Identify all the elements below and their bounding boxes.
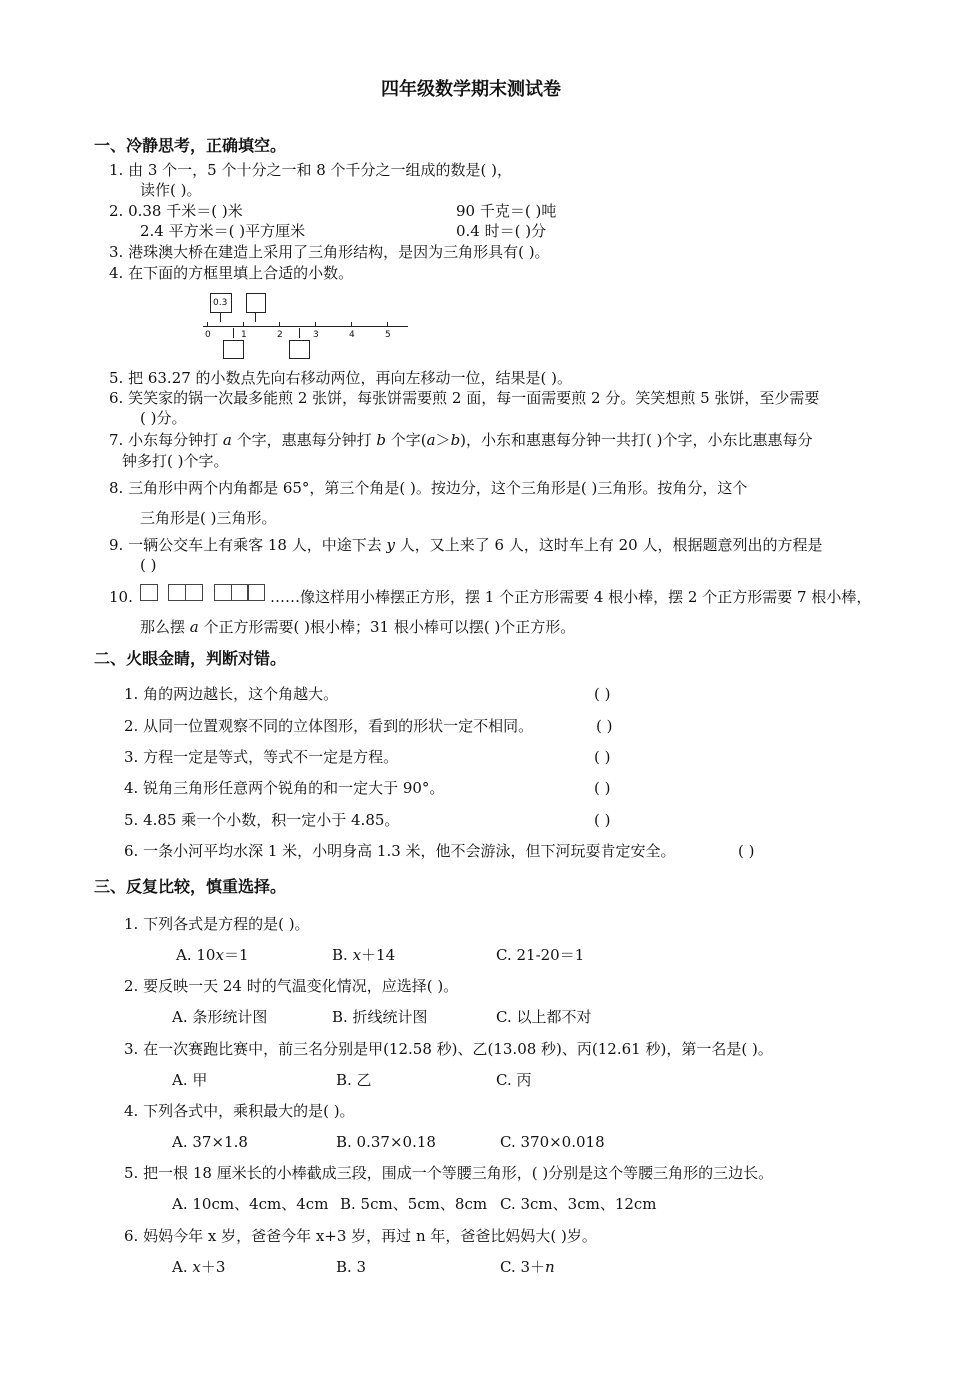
q1-line-2: 读作( )。 bbox=[140, 181, 202, 199]
q8-line-1: 8. 三角形中两个内角都是 65°，第三个角是( )。按边分，这个三角形是( )三角形。按角分，这个 bbox=[109, 479, 748, 497]
page-title: 四年级数学期末测试卷 bbox=[381, 79, 561, 100]
choice-3-option-b[interactable]: B. 乙 bbox=[336, 1071, 372, 1089]
q8-line-2: 三角形是( )三角形。 bbox=[140, 509, 277, 527]
choice-1-option-c[interactable]: C. 21-20＝1 bbox=[496, 946, 585, 964]
choice-1-option-b[interactable]: B. x＋14 bbox=[332, 946, 396, 964]
choice-6-option-c[interactable]: C. 3＋n bbox=[500, 1258, 555, 1276]
judge-item-1: 1. 角的两边越长，这个角越大。 bbox=[124, 685, 339, 703]
section-3-heading: 三、反复比较，慎重选择。 bbox=[94, 877, 287, 896]
choice-question-3: 3. 在一次赛跑比赛中，前三名分别是甲(12.58 秒)、乙(13.08 秒)、丙(12.61 秒)，第一名是( )。 bbox=[124, 1040, 773, 1058]
number-line-label: 5 bbox=[385, 330, 391, 340]
number-line-label: 4 bbox=[349, 330, 355, 340]
q4-text: 4. 在下面的方框里填上合适的小数。 bbox=[109, 264, 354, 282]
choice-3-option-a[interactable]: A. 甲 bbox=[172, 1071, 208, 1089]
answer-box-top[interactable] bbox=[246, 293, 266, 313]
q10-line-2: 那么摆 a 个正方形需要( )根小棒；31 根小棒可以摆( )个正方形。 bbox=[140, 618, 576, 636]
judge-paren-1[interactable]: ( ) bbox=[594, 685, 611, 703]
choice-5-option-b[interactable]: B. 5cm、5cm、8cm bbox=[340, 1195, 488, 1213]
choice-5-option-a[interactable]: A. 10cm、4cm、4cm bbox=[172, 1195, 329, 1213]
number-line-label: 3 bbox=[313, 330, 319, 340]
number-line-figure bbox=[195, 288, 415, 360]
q1-line-1: 1. 由 3 个一，5 个十分之一和 8 个千分之一组成的数是( )， bbox=[109, 161, 513, 179]
choice-question-4: 4. 下列各式中，乘积最大的是( )。 bbox=[124, 1102, 355, 1120]
choice-1-option-a[interactable]: A. 10x＝1 bbox=[176, 946, 249, 964]
answer-box-bottom-2[interactable] bbox=[289, 340, 310, 359]
choice-6-option-a[interactable]: A. x＋3 bbox=[172, 1258, 226, 1276]
choice-question-6: 6. 妈妈今年 x 岁，爸爸今年 x+3 岁，再过 n 年，爸爸比妈妈大( )岁。 bbox=[124, 1227, 597, 1245]
q9-line-1: 9. 一辆公交车上有乘客 18 人，中途下去 y 人，又上来了 6 人，这时车上有 20 人，根据题意列出的方程是 bbox=[109, 536, 823, 554]
choice-5-option-c[interactable]: C. 3cm、3cm、12cm bbox=[500, 1195, 657, 1213]
q5-text: 5. 把 63.27 的小数点先向右移动两位，再向左移动一位，结果是( )。 bbox=[109, 369, 573, 387]
choice-4-option-b[interactable]: B. 0.37×0.18 bbox=[336, 1133, 436, 1151]
q3-text: 3. 港珠澳大桥在建造上采用了三角形结构，是因为三角形具有( )。 bbox=[109, 243, 550, 261]
stick-squares-figure bbox=[140, 584, 270, 604]
number-line-label: 0 bbox=[205, 330, 211, 340]
q2-item-b: 90 千克＝( )吨 bbox=[456, 202, 557, 220]
q10-line-1: ……像这样用小棒摆正方形，摆 1 个正方形需要 4 根小棒，摆 2 个正方形需要 7 根小棒， bbox=[270, 588, 872, 606]
judge-paren-6[interactable]: ( ) bbox=[738, 842, 755, 860]
number-line-given-value: 0.3 bbox=[213, 298, 228, 308]
q10-number: 10. bbox=[109, 588, 133, 606]
number-line-axis bbox=[203, 326, 408, 327]
choice-question-1: 1. 下列各式是方程的是( )。 bbox=[124, 915, 310, 933]
choice-4-option-a[interactable]: A. 37×1.8 bbox=[172, 1133, 248, 1151]
judge-item-2: 2. 从同一位置观察不同的立体图形，看到的形状一定不相同。 bbox=[124, 717, 534, 735]
section-1-heading: 一、冷静思考，正确填空。 bbox=[94, 136, 287, 155]
choice-4-option-c[interactable]: C. 370×0.018 bbox=[500, 1133, 605, 1151]
judge-item-4: 4. 锐角三角形任意两个锐角的和一定大于 90°。 bbox=[124, 779, 445, 797]
judge-paren-4[interactable]: ( ) bbox=[594, 779, 611, 797]
q6-line-2: ( )分。 bbox=[140, 409, 187, 427]
q2-item-a: 2. 0.38 千米＝( )米 bbox=[109, 202, 243, 220]
judge-item-6: 6. 一条小河平均水深 1 米，小明身高 1.3 米，他不会游泳，但下河玩耍肯定安全。 bbox=[124, 842, 676, 860]
q6-line-1: 6. 笑笑家的锅一次最多能煎 2 张饼，每张饼需要煎 2 面，每一面需要煎 2 分。笑笑想煎 5 张饼，至少需要 bbox=[109, 389, 820, 407]
number-line-label: 2 bbox=[277, 330, 283, 340]
answer-box-bottom-1[interactable] bbox=[223, 340, 244, 359]
choice-question-2: 2. 要反映一天 24 时的气温变化情况，应选择( )。 bbox=[124, 977, 459, 995]
choice-2-option-a[interactable]: A. 条形统计图 bbox=[172, 1008, 268, 1026]
q2-item-d: 0.4 时＝( )分 bbox=[456, 222, 547, 240]
judge-item-3: 3. 方程一定是等式，等式不一定是方程。 bbox=[124, 748, 399, 766]
q7-line-1: 7. 小东每分钟打 a 个字，惠惠每分钟打 b 个字(a＞b)，小东和惠惠每分钟一共打( )个字，小东比惠惠每分 bbox=[109, 431, 813, 449]
section-2-heading: 二、火眼金睛，判断对错。 bbox=[94, 649, 287, 668]
judge-paren-2[interactable]: ( ) bbox=[596, 717, 613, 735]
choice-2-option-c[interactable]: C. 以上都不对 bbox=[496, 1008, 592, 1026]
number-line-label: 1 bbox=[241, 330, 247, 340]
judge-paren-3[interactable]: ( ) bbox=[594, 748, 611, 766]
q7-line-2: 钟多打( )个字。 bbox=[122, 452, 229, 470]
judge-paren-5[interactable]: ( ) bbox=[594, 811, 611, 829]
choice-question-5: 5. 把一根 18 厘米长的小棒截成三段，围成一个等腰三角形，( )分别是这个等腰三角形的三边长。 bbox=[124, 1164, 774, 1182]
q9-line-2: ( ) bbox=[140, 556, 157, 574]
choice-3-option-c[interactable]: C. 丙 bbox=[496, 1071, 532, 1089]
choice-2-option-b[interactable]: B. 折线统计图 bbox=[332, 1008, 428, 1026]
judge-item-5: 5. 4.85 乘一个小数，积一定小于 4.85。 bbox=[124, 811, 400, 829]
q2-item-c: 2.4 平方米＝( )平方厘米 bbox=[140, 222, 306, 240]
choice-6-option-b[interactable]: B. 3 bbox=[336, 1258, 367, 1276]
